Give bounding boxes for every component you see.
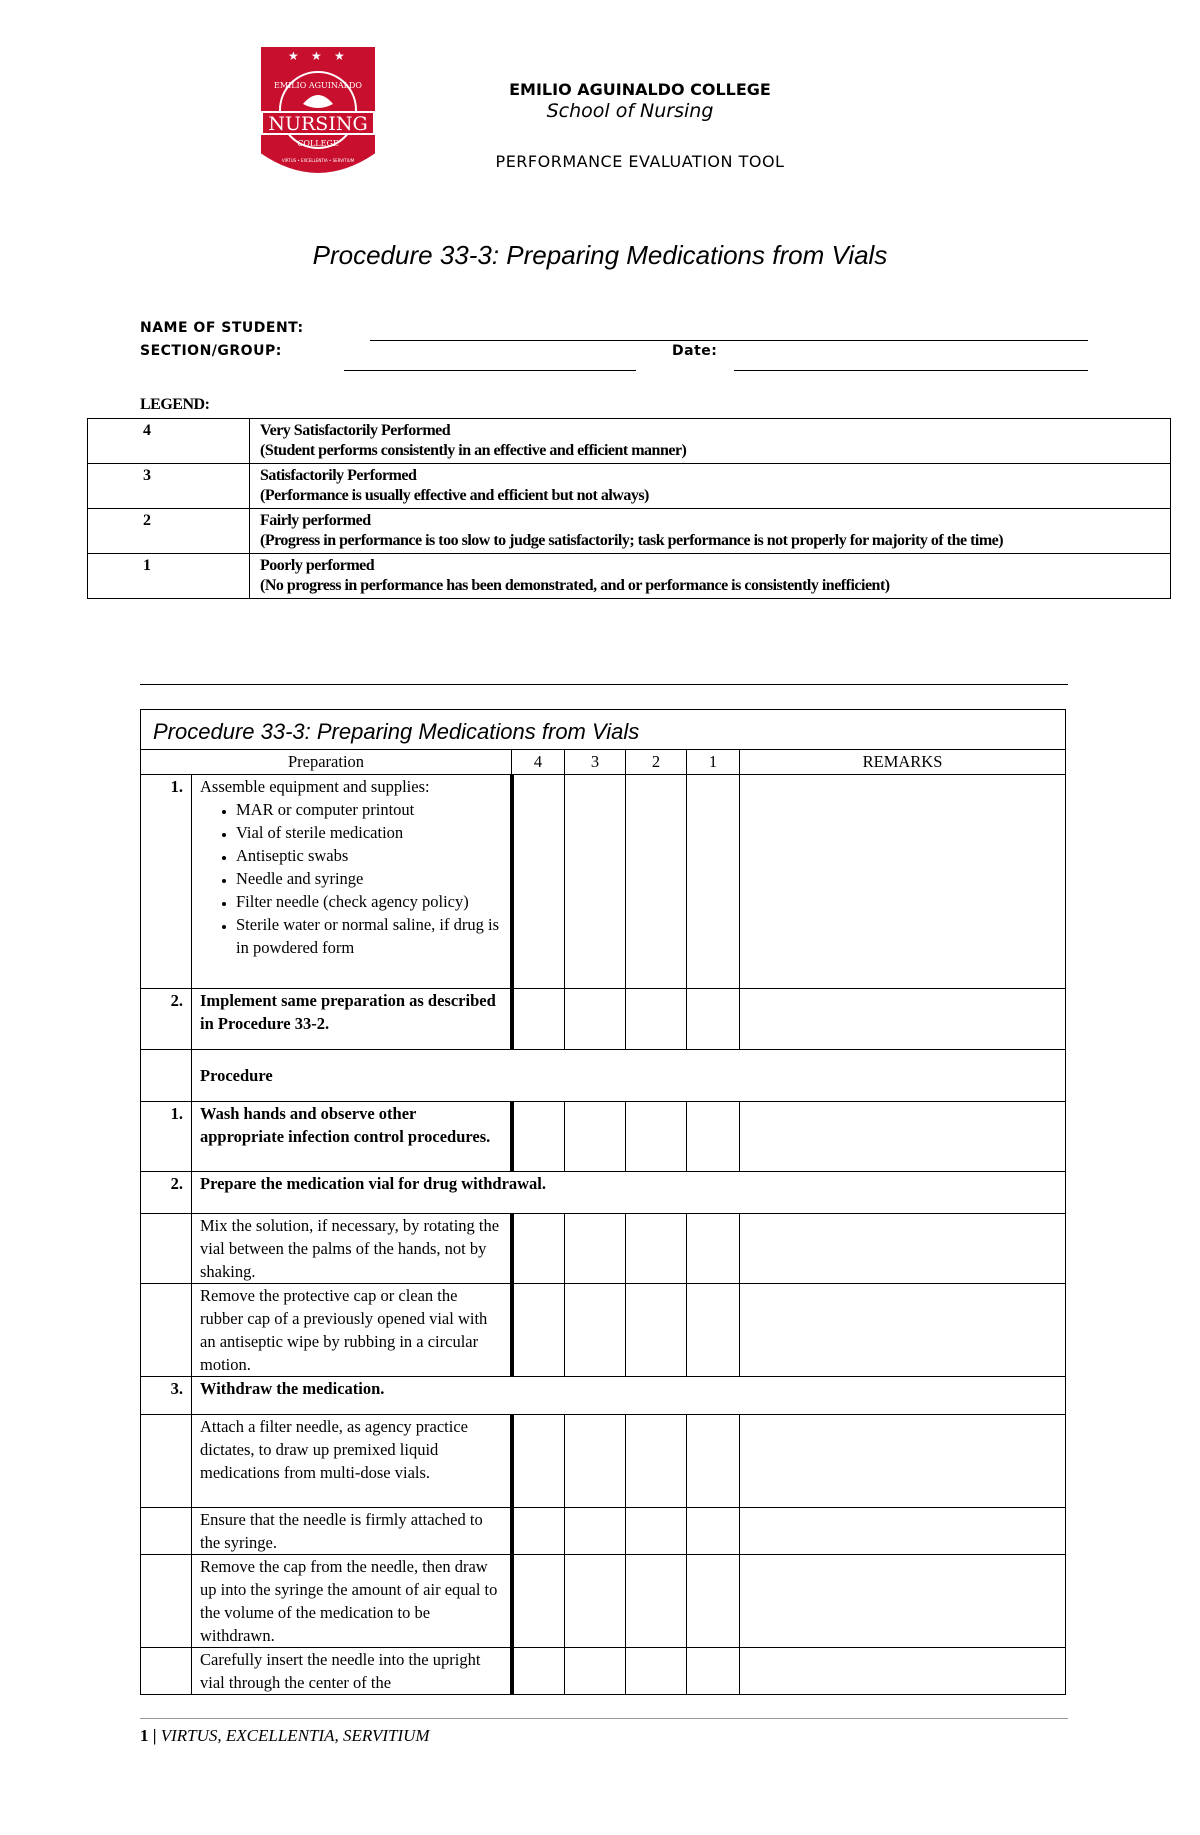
score-3-cell[interactable]	[565, 775, 626, 989]
legend-label: LEGEND:	[140, 396, 210, 413]
score-2-cell[interactable]	[626, 1102, 687, 1172]
table-title: Procedure 33-3: Preparing Medications from Vials	[141, 710, 1066, 750]
score-4-cell[interactable]	[512, 1648, 565, 1695]
score-2-cell[interactable]	[626, 1648, 687, 1695]
footer-divider	[140, 1718, 1068, 1719]
score-3-cell[interactable]	[565, 1508, 626, 1555]
evaluation-table	[140, 709, 1066, 1695]
list-item: • Filter needle (check agency policy)	[236, 890, 502, 913]
table-row	[141, 989, 1066, 1050]
score-3-cell[interactable]	[565, 1214, 626, 1284]
procedure-heading: Procedure	[192, 1050, 1066, 1102]
score-4-cell[interactable]	[512, 1415, 565, 1508]
score-1-cell[interactable]	[687, 1415, 740, 1508]
legend-desc: (Performance is usually effective and efficient but not always)	[260, 487, 649, 504]
score-1-cell[interactable]	[687, 1555, 740, 1648]
score-2-cell[interactable]	[626, 1284, 687, 1377]
header-score-3: 3	[565, 750, 626, 775]
score-1-cell[interactable]	[687, 775, 740, 989]
table-row	[141, 1377, 1066, 1415]
name-of-student-label: NAME OF STUDENT:	[140, 320, 304, 336]
list-item: • Vial of sterile medication	[236, 821, 502, 844]
legend-row	[88, 554, 1171, 599]
logo-main-text: NURSING	[268, 113, 368, 135]
legend-desc: (No progress in performance has been demonstrated, and or performance is consistently inefficient)	[260, 577, 890, 594]
legend-score: 1	[88, 554, 250, 599]
legend-row	[88, 419, 1171, 464]
legend-table	[87, 418, 1171, 599]
score-4-cell[interactable]	[512, 989, 565, 1050]
page-number: 1	[140, 1726, 149, 1745]
score-1-cell[interactable]	[687, 1284, 740, 1377]
step-text: Withdraw the medication.	[192, 1377, 1066, 1415]
remarks-cell[interactable]	[740, 1508, 1066, 1555]
substep-text: Attach a filter needle, as agency practice dictates, to draw up premixed liquid medications from multi-dose vials.	[192, 1415, 512, 1508]
score-4-cell[interactable]	[512, 775, 565, 989]
table-row	[141, 1172, 1066, 1214]
table-row	[141, 775, 1066, 989]
substep-text: Mix the solution, if necessary, by rotating the vial between the palms of the hands, not by shaking.	[192, 1214, 512, 1284]
substep-text: Remove the protective cap or clean the rubber cap of a previously opened vial with an antiseptic wipe by rubbing in a circular motion.	[192, 1284, 512, 1377]
section-group-line[interactable]	[344, 370, 636, 371]
score-1-cell[interactable]	[687, 1214, 740, 1284]
legend-score: 3	[88, 464, 250, 509]
substep-text: Carefully insert the needle into the upright vial through the center of the	[192, 1648, 512, 1695]
score-1-cell[interactable]	[687, 1508, 740, 1555]
substep-text: Remove the cap from the needle, then draw up into the syringe the amount of air equal to the volume of the medication to be withdrawn.	[192, 1555, 512, 1648]
table-row	[141, 1555, 1066, 1648]
score-4-cell[interactable]	[512, 1555, 565, 1648]
remarks-cell[interactable]	[740, 989, 1066, 1050]
table-row	[141, 1102, 1066, 1172]
table-row	[141, 1050, 1066, 1102]
score-3-cell[interactable]	[565, 1648, 626, 1695]
step-number: 2.	[141, 989, 192, 1050]
list-item: • Sterile water or normal saline, if drug is in powdered form	[236, 913, 502, 959]
score-2-cell[interactable]	[626, 1555, 687, 1648]
score-3-cell[interactable]	[565, 1284, 626, 1377]
section-group-label: SECTION/GROUP:	[140, 343, 282, 359]
score-2-cell[interactable]	[626, 1214, 687, 1284]
list-item: • Antiseptic swabs	[236, 844, 502, 867]
legend-title: Satisfactorily Performed	[260, 467, 417, 484]
legend-title: Poorly performed	[260, 557, 375, 574]
score-2-cell[interactable]	[626, 1508, 687, 1555]
step-text: Implement same preparation as described in Procedure 33-2.	[192, 989, 512, 1050]
logo-top-text: EMILIO AGUINALDO	[274, 81, 362, 90]
score-2-cell[interactable]	[626, 1415, 687, 1508]
legend-title: Fairly performed	[260, 512, 371, 529]
step-number: 3.	[141, 1377, 192, 1415]
svg-text:★: ★	[288, 49, 299, 63]
table-row	[141, 1508, 1066, 1555]
header-score-2: 2	[626, 750, 687, 775]
step-text: Assemble equipment and supplies:	[200, 777, 430, 796]
remarks-cell[interactable]	[740, 1214, 1066, 1284]
remarks-cell[interactable]	[740, 1415, 1066, 1508]
legend-row	[88, 509, 1171, 554]
svg-text:★: ★	[334, 49, 345, 63]
svg-text:★: ★	[311, 49, 322, 63]
table-row	[141, 1648, 1066, 1695]
score-4-cell[interactable]	[512, 1284, 565, 1377]
tool-title: PERFORMANCE EVALUATION TOOL	[495, 152, 785, 171]
table-header-row	[141, 750, 1066, 775]
footer-separator: |	[152, 1726, 157, 1745]
remarks-cell[interactable]	[740, 1648, 1066, 1695]
remarks-cell[interactable]	[740, 775, 1066, 989]
table-row	[141, 1284, 1066, 1377]
table-row	[141, 1415, 1066, 1508]
legend-row	[88, 464, 1171, 509]
score-1-cell[interactable]	[687, 1102, 740, 1172]
step-number: 2.	[141, 1172, 192, 1214]
date-label: Date:	[672, 343, 718, 359]
supply-list	[200, 798, 502, 959]
score-3-cell[interactable]	[565, 989, 626, 1050]
score-2-cell[interactable]	[626, 775, 687, 989]
score-3-cell[interactable]	[565, 1415, 626, 1508]
score-1-cell[interactable]	[687, 989, 740, 1050]
step-number: 1.	[141, 775, 192, 989]
legend-desc: (Progress in performance is too slow to judge satisfactorily; task performance is not properly for majority of the time)	[260, 532, 1004, 549]
legend-score: 4	[88, 419, 250, 464]
college-name: EMILIO AGUINALDO COLLEGE	[509, 80, 771, 99]
step-text: Wash hands and observe other appropriate infection control procedures.	[192, 1102, 512, 1172]
remarks-cell[interactable]	[740, 1102, 1066, 1172]
legend-score: 2	[88, 509, 250, 554]
header-remarks: REMARKS	[740, 750, 1066, 775]
logo-bottom-text: COLLEGE	[297, 139, 339, 148]
list-item: • Needle and syringe	[236, 867, 502, 890]
table-row	[141, 1214, 1066, 1284]
score-1-cell[interactable]	[687, 1648, 740, 1695]
substep-text: Ensure that the needle is firmly attached to the syringe.	[192, 1508, 512, 1555]
score-2-cell[interactable]	[626, 989, 687, 1050]
step-number: 1.	[141, 1102, 192, 1172]
step-text: Prepare the medication vial for drug withdrawal.	[192, 1172, 1066, 1214]
header-score-1: 1	[687, 750, 740, 775]
score-4-cell[interactable]	[512, 1214, 565, 1284]
college-logo	[258, 44, 378, 184]
section-divider	[140, 684, 1068, 685]
legend-desc: (Student performs consistently in an effective and efficient manner)	[260, 442, 687, 459]
remarks-cell[interactable]	[740, 1284, 1066, 1377]
page-footer	[140, 1726, 430, 1746]
remarks-cell[interactable]	[740, 1555, 1066, 1648]
list-item: • MAR or computer printout	[236, 798, 502, 821]
name-of-student-line[interactable]	[370, 340, 1088, 341]
score-4-cell[interactable]	[512, 1102, 565, 1172]
header-score-4: 4	[512, 750, 565, 775]
procedure-title: Procedure 33-3: Preparing Medications from Vials	[312, 240, 888, 270]
score-4-cell[interactable]	[512, 1508, 565, 1555]
score-3-cell[interactable]	[565, 1102, 626, 1172]
score-3-cell[interactable]	[565, 1555, 626, 1648]
header-preparation: Preparation	[141, 750, 512, 775]
footer-motto: VIRTUS, EXCELLENTIA, SERVITIUM	[160, 1726, 430, 1745]
logo-motto-text: VIRTUS • EXCELLENTIA • SERVITIUM	[281, 158, 355, 163]
date-line[interactable]	[734, 370, 1088, 371]
legend-title: Very Satisfactorily Performed	[260, 422, 451, 439]
school-name: School of Nursing	[546, 100, 714, 122]
